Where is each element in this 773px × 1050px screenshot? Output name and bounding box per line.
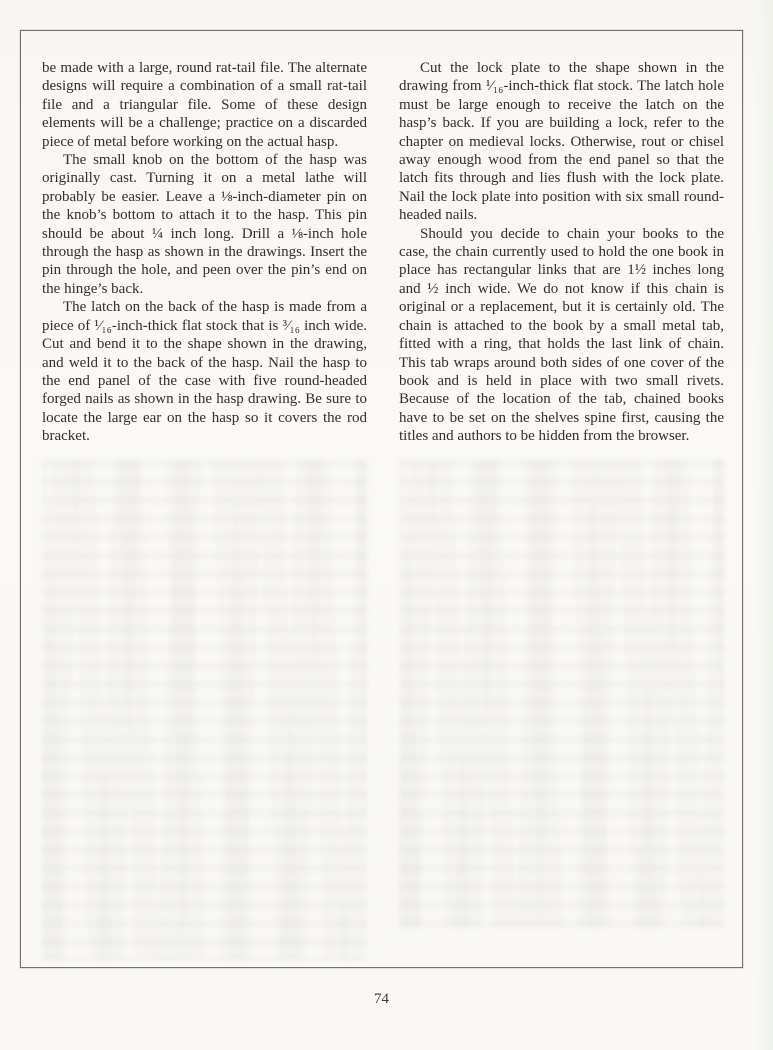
page-number: 74 [374,991,389,1007]
text-columns [42,59,724,960]
bleed-through-texture [399,460,724,928]
left-column [42,59,367,960]
paragraph: The small knob on the bottom of the hasp was originally cast. Turning it on a metal lathe will probably be easier. Leave a ⅛-inch-diameter pin on the knob’s bottom to attach it to the hasp. This pin should be about ¼ inch long. Drill a ⅛-inch hole through the hasp as shown in the drawings. Insert the pin through the hole, and peen over the pin’s end on the hinge’s back. [42,152,367,297]
bleed-through-texture [42,460,367,960]
paragraph: Should you decide to chain your books to the case, the chain currently used to hold the one book in place has rectangular links that are 1½ inches long and ½ inch wide. We do not know if this chain is original or a replacement, but it is certainly old. The chain is attached to the book by a small metal tab, fitted with a ring, that holds the last link of chain. This tab wraps around both sides of one cover of the book and is held in place with two small rivets. Because of the location of the tab, chained books have to be set on the shelves spine first, causing the titles and authors to be hidden from the browser. [399,225,724,445]
paragraph: The latch on the back of the hasp is made from a piece of ¹⁄₁₆-inch-thick flat stock that is ³⁄₁₆ inch wide. Cut and bend it to the shape shown in the drawing, and weld it to the back of the hasp. Nail the hasp to the end panel of the case with five round-headed forged nails as shown in the hasp drawing. Be sure to locate the large ear on the hasp so it covers the rod bracket. [42,299,367,445]
paragraph: Cut the lock plate to the shape shown in the drawing from ¹⁄₁₆-inch-thick flat stock. The latch hole must be large enough to receive the latch on the hasp’s back. If you are building a lock, refer to the chapter on medieval locks. Otherwise, rout or chisel away enough wood from the end panel so that the latch fits through and lies flush with the lock plate. Nail the lock plate into position with six small round-headed nails. [399,60,724,224]
paragraph-continuation: be made with a large, round rat-tail file. The alternate designs will require a combination of a small rat-tail file and a triangular file. Some of these design elements will be a challenge; practice on a discarded piece of metal before working on the actual hasp. [42,60,367,150]
right-column [399,59,724,960]
page-border-frame [20,30,743,968]
